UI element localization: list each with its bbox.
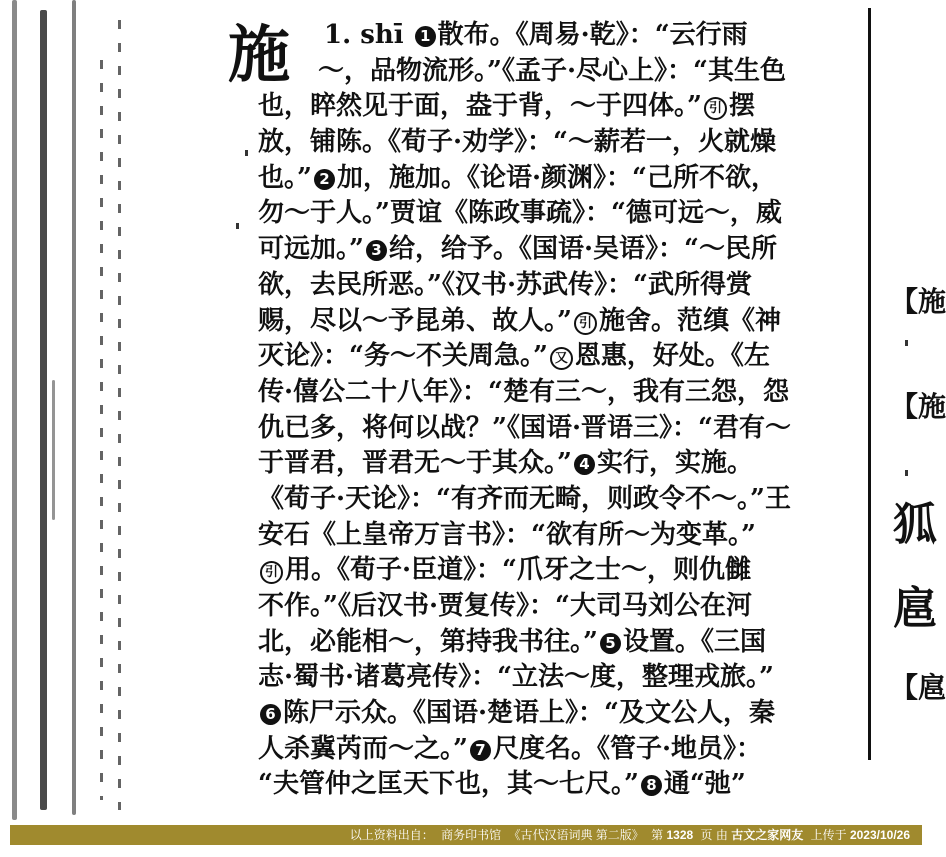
entry-line — [258, 696, 858, 732]
entry-text: 恩惠，好处。《左 — [574, 341, 770, 372]
entry-line — [258, 54, 858, 90]
sense-number: 5 — [600, 633, 621, 654]
sense-marker: 又 — [550, 347, 573, 370]
sense-marker: 引 — [574, 312, 597, 335]
entry-text: 于晋君，晋君无～于其众。” — [258, 448, 572, 479]
entry-text: 志·蜀书·诸葛亮传》：“立法～度，整理戎旅。” — [258, 662, 775, 693]
sense-number: 6 — [260, 704, 281, 725]
entry-text: 北，必能相～，第持我书往。” — [258, 626, 598, 657]
sense-marker: 引 — [704, 97, 727, 120]
entry-line — [258, 732, 858, 768]
entry-text: 仇已多，将何以战？”《国语·晋语三》：“君有～ — [258, 412, 791, 443]
entry-line — [258, 161, 858, 197]
entry-text: 1. shī — [324, 20, 413, 50]
entry-text: 实行，实施。 — [596, 448, 753, 479]
scan-artifact-left-4 — [100, 60, 103, 800]
entry-text: 施舍。范缜《神 — [598, 305, 781, 336]
entry-line — [258, 589, 858, 625]
scan-speck-3 — [245, 150, 248, 156]
scan-artifact-left-6 — [52, 380, 55, 520]
scan-artifact-left-2 — [40, 10, 47, 810]
entry-line — [258, 767, 858, 803]
entry-line — [258, 304, 858, 340]
right-fragment-5: 【扈 — [890, 671, 946, 704]
entry-line — [258, 18, 858, 54]
sense-number: 1 — [415, 26, 436, 47]
footer-page-prefix: 第 — [651, 828, 664, 842]
scan-speck-1 — [905, 340, 908, 346]
entry-line — [258, 482, 858, 518]
entry-text: 也。” — [258, 162, 312, 193]
entry-text: 散布。《周易·乾》：“云行雨 — [437, 20, 748, 50]
entry-text: 勿～于人。”贾谊《陈政事疏》：“德可远～，威 — [258, 198, 782, 229]
footer-prefix: 以上资料出自： — [349, 828, 434, 842]
scan-speck-2 — [905, 470, 908, 476]
entry-line — [258, 375, 858, 411]
entry-line — [258, 196, 858, 232]
entry-line — [258, 125, 858, 161]
entry-text: 欲，去民所恶。”《汉书·苏武传》：“武所得赏 — [258, 269, 752, 300]
entry-text: 给，给予。《国语·吴语》：“～民所 — [388, 234, 777, 265]
sense-number: 8 — [641, 775, 662, 796]
entry-line — [258, 411, 858, 447]
entry-line — [258, 232, 858, 268]
footer-page-suffix: 页 由 — [700, 828, 728, 842]
entry-line — [258, 339, 858, 375]
right-fragment-4: 扈 — [893, 583, 937, 634]
entry-text: 尺度名。《管子·地员》： — [492, 733, 763, 764]
footer-page-number: 1328 — [666, 828, 694, 842]
source-footer — [10, 825, 922, 845]
scan-artifact-left-3 — [72, 0, 76, 815]
sense-number: 3 — [366, 240, 387, 261]
sense-number: 2 — [314, 169, 335, 190]
footer-uploader: 古文之家网友 — [731, 828, 804, 842]
entry-line — [258, 518, 858, 554]
entry-line — [258, 553, 858, 589]
scan-artifact-left-5 — [118, 20, 121, 810]
right-fragment-1: 【施 — [890, 285, 946, 318]
entry-text: 用。《荀子·臣道》：“爪牙之士～，则仇雠 — [285, 555, 752, 586]
scan-speck-4 — [236, 223, 239, 229]
scan-artifact-left-1 — [12, 0, 17, 820]
entry-line — [258, 625, 858, 661]
entry-text: 可远加。” — [258, 234, 364, 265]
headword: 施 — [228, 18, 291, 91]
sense-marker: 引 — [260, 561, 283, 584]
entry-text: 赐，尽以～予昆弟、故人。” — [258, 305, 572, 336]
sense-number: 7 — [470, 740, 491, 761]
right-fragment-2: 【施 — [890, 390, 946, 423]
entry-text: 加，施加。《论语·颜渊》：“己所不欲， — [336, 162, 777, 193]
entry-text: 安石《上皇帝万言书》：“欲有所～为变革。” — [258, 519, 756, 550]
entry-text: 通“弛” — [663, 769, 746, 800]
footer-book: 《古代汉语词典 第二版》 — [508, 828, 644, 842]
entry-line — [258, 268, 858, 304]
entry-line — [258, 660, 858, 696]
entry-text: 灭论》：“务～不关周急。” — [258, 341, 548, 372]
entry-text: 传·僖公二十八年》：“楚有三～，我有三怨，怨 — [258, 376, 790, 407]
right-fragment-3: 狐 — [893, 499, 937, 550]
footer-upload-label: 上传于 — [810, 828, 847, 842]
entry-text: 陈尸示众。《国语·楚语上》：“及文公人，秦 — [283, 698, 776, 729]
footer-date: 2023/10/26 — [849, 828, 910, 842]
entry-line — [258, 446, 858, 482]
entry-text: ～，品物流形。”《孟子·尽心上》：“其生色 — [318, 55, 786, 86]
entry-line — [258, 89, 858, 125]
sense-number: 4 — [574, 454, 595, 475]
footer-publisher: 商务印书馆 — [441, 828, 502, 842]
entry-text: 也，睟然见于面，盎于背，～于四体。” — [258, 91, 702, 122]
entry-text: 人杀冀芮而～之。” — [258, 733, 468, 764]
entry-text: “夫管仲之匡天下也，其～七尺。” — [258, 769, 639, 800]
column-rule — [868, 8, 871, 760]
entry-text: 设置。《三国 — [622, 626, 766, 657]
entry-text: 放，铺陈。《荀子·劝学》：“～薪若一，火就燥 — [258, 127, 777, 158]
entry-body — [258, 18, 858, 803]
entry-text: 《荀子·天论》：“有齐而无畸，则政令不～。”王 — [258, 483, 791, 514]
entry-text: 不作。”《后汉书·贾复传》：“大司马刘公在河 — [258, 591, 752, 621]
entry-text: 摆 — [728, 91, 755, 122]
